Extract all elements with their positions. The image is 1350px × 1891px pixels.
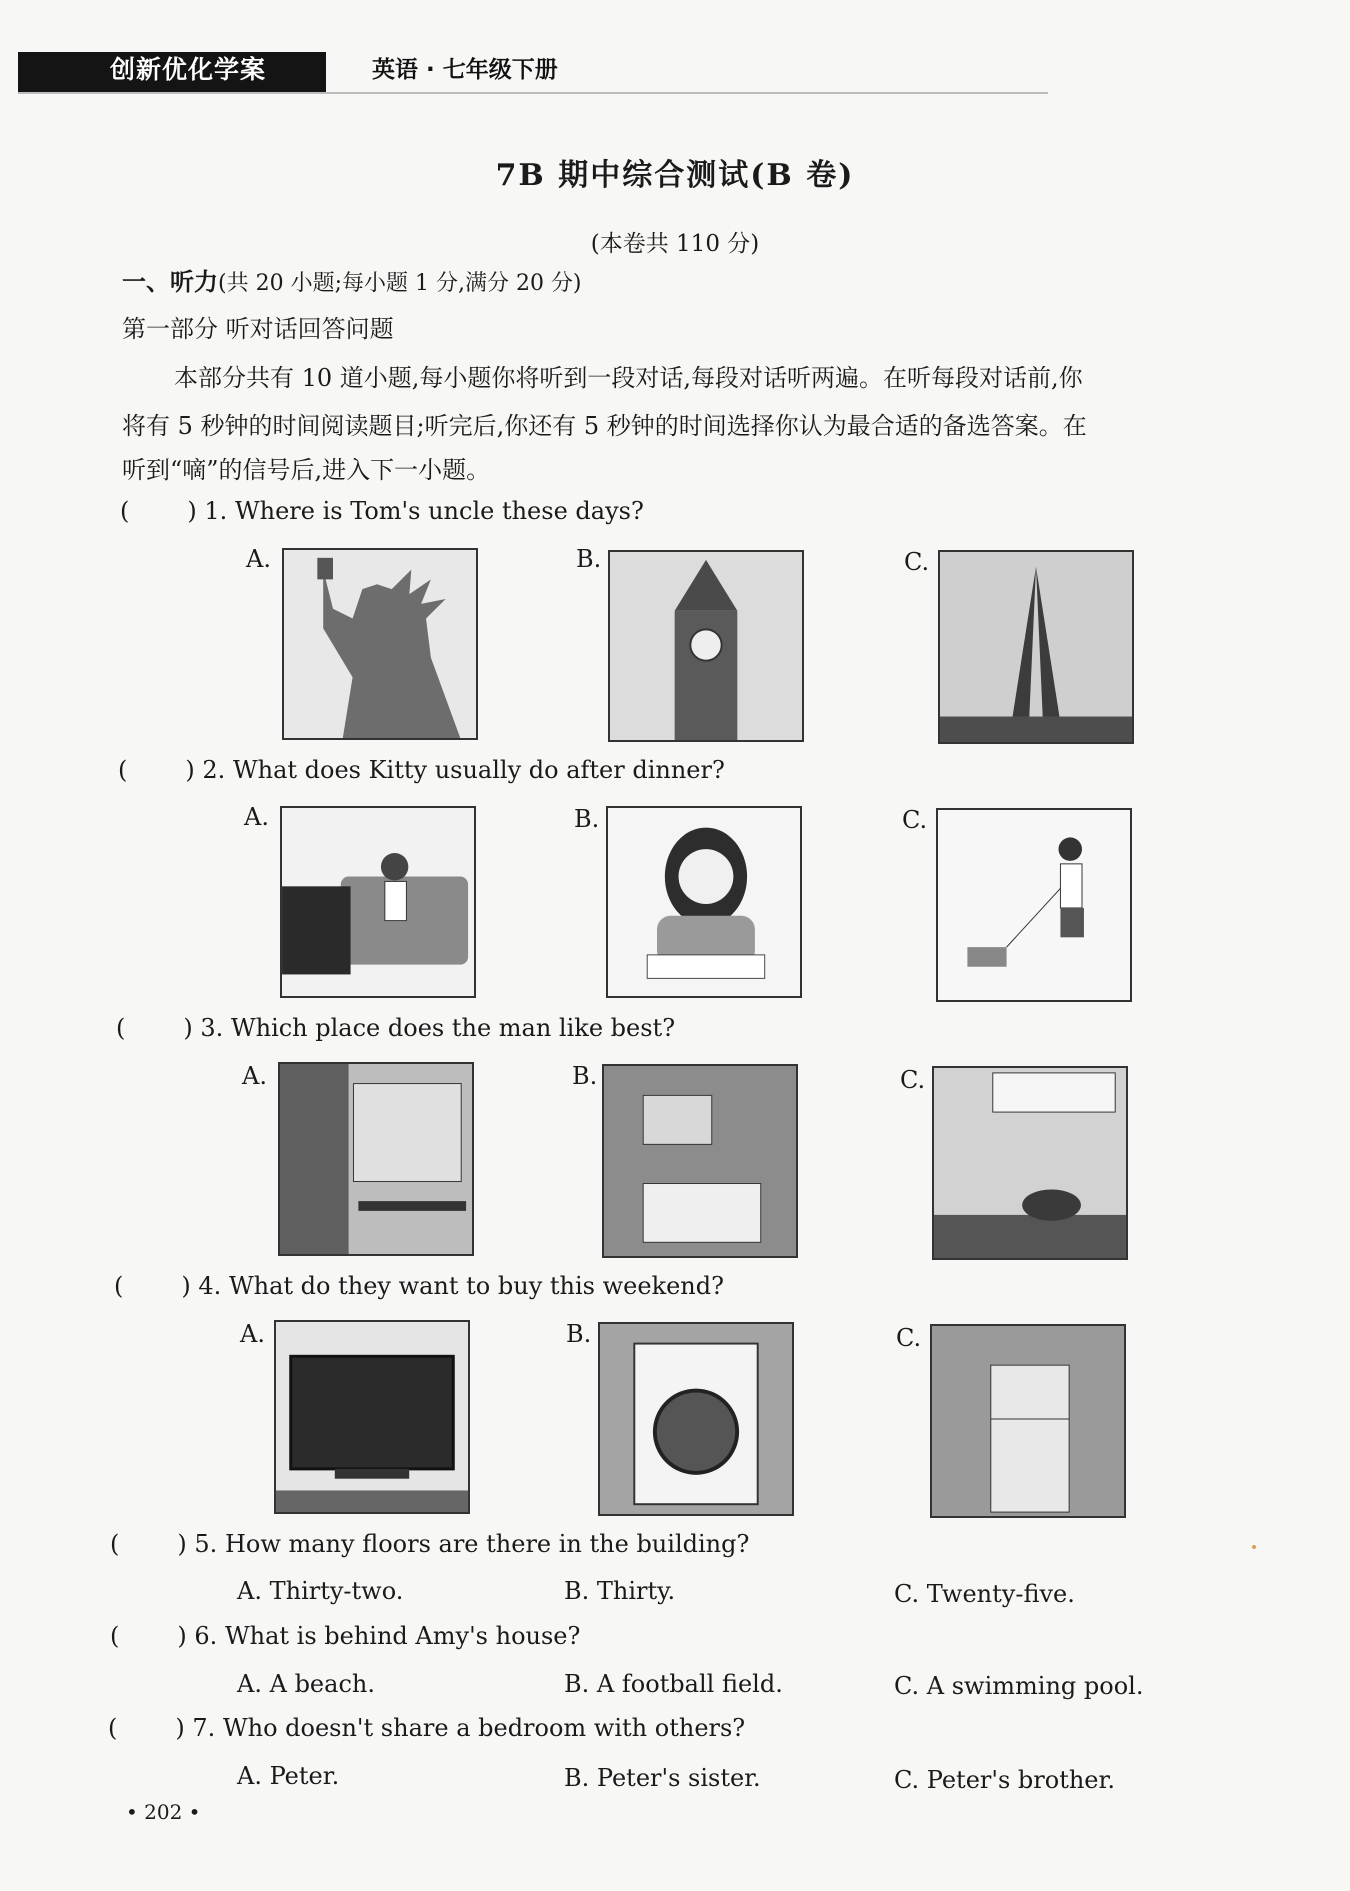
question-row: ( ) 2. What does Kitty usually do after dinner?: [118, 756, 725, 784]
reading-book-image: [606, 806, 802, 998]
option-c[interactable]: C. Twenty-five.: [894, 1580, 1075, 1608]
question-row: ( ) 6. What is behind Amy's house?: [110, 1622, 581, 1650]
part-title: 第一部分 听对话回答问题: [122, 315, 394, 343]
option-letter: C.: [896, 1324, 922, 1352]
header-divider: [18, 92, 1048, 94]
option-b[interactable]: B. Peter's sister.: [564, 1764, 761, 1792]
option-a[interactable]: A. Peter.: [237, 1762, 340, 1790]
option-letter: B.: [576, 545, 602, 573]
option-b[interactable]: B. A football field.: [564, 1670, 783, 1698]
option-letter: B.: [566, 1320, 592, 1348]
question-number: 3.: [200, 1014, 224, 1042]
instruction-line-1: 本部分共有 10 道小题,每小题你将听到一段对话,每段对话听两遍。在听每段对话前,你: [174, 364, 1083, 392]
washing-machine-image: [598, 1322, 794, 1516]
page-title: 7B 期中综合测试(B 卷): [495, 158, 855, 193]
question-text: Where is Tom's uncle these days?: [234, 497, 644, 525]
question-row: ( ) 3. Which place does the man like best?: [116, 1014, 676, 1042]
television-image: [274, 1320, 470, 1514]
question-text: Who doesn't share a bedroom with others?: [222, 1714, 746, 1742]
option-letter: A.: [240, 1320, 265, 1348]
question-row: ( ) 4. What do they want to buy this weekend?: [114, 1272, 724, 1300]
total-score: (本卷共 110 分): [590, 231, 760, 257]
option-letter: C.: [904, 548, 930, 576]
question-number: 5.: [194, 1530, 218, 1558]
option-letter: A.: [242, 1062, 267, 1090]
question-number: 1.: [204, 497, 228, 525]
question-number: 2.: [202, 756, 226, 784]
statue-of-liberty-image: [282, 548, 478, 740]
option-letter: C.: [902, 806, 928, 834]
question-text: What does Kitty usually do after dinner?: [232, 756, 725, 784]
question-number: 6.: [194, 1622, 218, 1650]
question-text: Which place does the man like best?: [230, 1014, 676, 1042]
study-room-image: [278, 1062, 474, 1256]
kitchen-image: [932, 1066, 1128, 1260]
option-b[interactable]: B. Thirty.: [564, 1577, 676, 1605]
brand-banner: 创新优化学案: [18, 52, 326, 88]
subject-label: 英语 · 七年级下册: [372, 57, 558, 83]
option-a[interactable]: A. Thirty-two.: [237, 1577, 404, 1605]
watching-tv-image: [280, 806, 476, 998]
section-heading: 一、听力: [122, 268, 218, 296]
big-ben-image: [608, 550, 804, 742]
question-row: ( ) 7. Who doesn't share a bedroom with others?: [108, 1714, 746, 1742]
question-text: How many floors are there in the building?: [224, 1530, 750, 1558]
page-number: • 202 •: [126, 1800, 201, 1824]
fridge-image: [930, 1324, 1126, 1518]
instruction-line-2: 将有 5 秒钟的时间阅读题目;听完后,你还有 5 秒钟的时间选择你认为最合适的备选答案。在: [122, 412, 1087, 440]
section-heading-row: [122, 265, 582, 301]
walking-dog-image: [936, 808, 1132, 1002]
option-a[interactable]: A. A beach.: [237, 1670, 375, 1698]
option-letter: B.: [572, 1062, 598, 1090]
ink-dot: [1252, 1545, 1256, 1549]
question-number: 7.: [192, 1714, 216, 1742]
eiffel-tower-image: [938, 550, 1134, 744]
option-letter: A.: [244, 803, 269, 831]
option-c[interactable]: C. Peter's brother.: [894, 1766, 1115, 1794]
option-letter: A.: [246, 545, 271, 573]
bedroom-image: [602, 1064, 798, 1258]
section-note: (共 20 小题;每小题 1 分,满分 20 分): [218, 271, 582, 296]
instruction-line-3: 听到“嘀”的信号后,进入下一小题。: [122, 456, 491, 484]
question-text: What do they want to buy this weekend?: [228, 1272, 724, 1300]
option-letter: B.: [574, 805, 600, 833]
option-c[interactable]: C. A swimming pool.: [894, 1672, 1144, 1700]
question-row: ( ) 5. How many floors are there in the building?: [110, 1530, 750, 1558]
question-number: 4.: [198, 1272, 222, 1300]
question-text: What is behind Amy's house?: [224, 1622, 581, 1650]
option-letter: C.: [900, 1066, 926, 1094]
question-row: ( ) 1. Where is Tom's uncle these days?: [120, 497, 644, 525]
